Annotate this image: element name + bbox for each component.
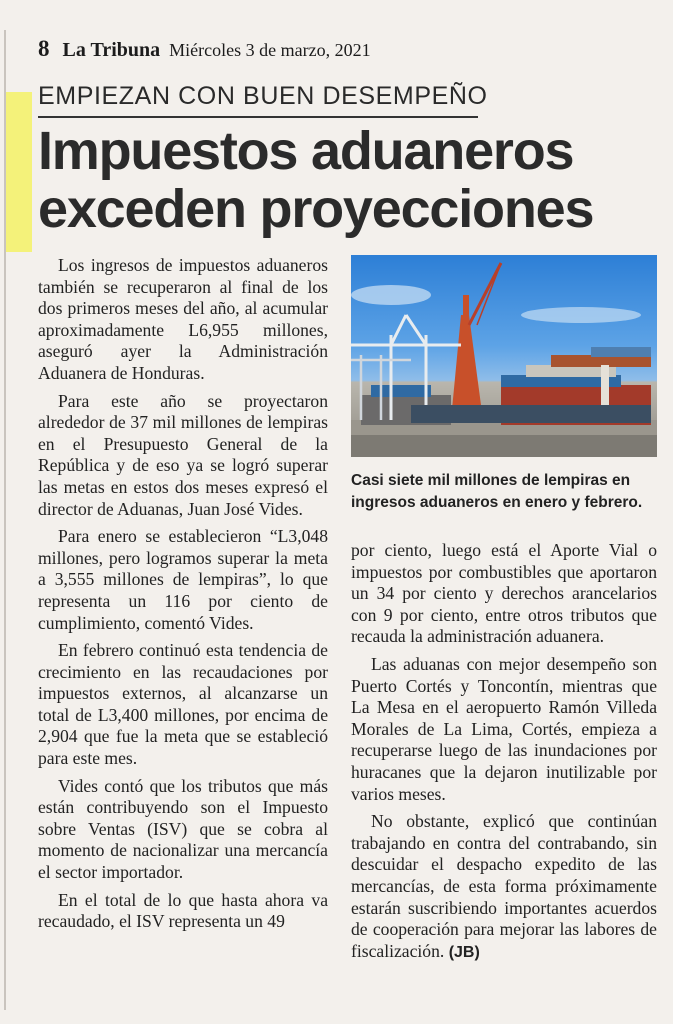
port-cranes-photo [351, 255, 657, 457]
article-column-right [351, 540, 657, 969]
paragraph [351, 811, 657, 963]
paragraph: por ciento, luego está el Aporte Vial o impuestos por combustibles que aportaron un 34 por ciento y derechos arancelarios con 9 por ciento, entre otros tributos que recauda la administración aduanera. [351, 540, 657, 647]
highlighter-mark [6, 92, 32, 252]
paragraph: En febrero continuó esta tendencia de crecimiento en las recaudaciones por impuestos externos, al alcanzarse un total de L3,400 millones, por encima de 2,904 que fue la meta que se estableció para este mes. [38, 640, 328, 769]
paragraph: Los ingresos de impuestos aduaneros también se recuperaron al final de los dos primeros meses del año, al acumular aproximadamente L6,955 millones, aseguró ayer la Administración Aduanera de Honduras. [38, 255, 328, 383]
paragraph: En el total de lo que hasta ahora va recaudado, el ISV representa un 49 [38, 889, 328, 932]
headline-line-1: Impuestos aduaneros [38, 121, 574, 181]
page-header [38, 36, 638, 62]
publication-date: Miércoles 3 de marzo, 2021 [169, 40, 371, 60]
kicker: EMPIEZAN CON BUEN DESEMPEÑO [38, 82, 478, 118]
article-column-left [38, 255, 328, 939]
photo-caption: Casi siete mil millones de lempiras en ingresos aduaneros en enero y febrero. [351, 472, 643, 511]
author-signature: (JB) [448, 943, 480, 961]
publication-name: La Tribuna [62, 39, 161, 61]
port-cranes-illustration [351, 255, 657, 457]
paragraph: Las aduanas con mejor desempeño son Puerto Cortés y Toncontín, mientras que La Mesa en el aeropuerto Ramón Villeda Morales de La Lima, Cortés, empieza a recuperarse luego de las inundaciones por huracanes que la dejaron inutilizable por varios meses. [351, 653, 657, 804]
headline [38, 122, 658, 238]
paragraph: Para este año se proyectaron alrededor de 37 mil millones de lempiras en el Presupuesto General de la República y de eso ya se logró superar las metas en estos dos meses expresó el director de Aduanas, Juan José Vides. [38, 390, 328, 519]
paragraph: Vides contó que los tributos que más están contribuyendo son el Impuesto sobre Ventas (ISV) que se cobra al momento de nacionalizar una mercancía el sector importador. [38, 775, 328, 883]
paragraph: Para enero se establecieron “L3,048 millones, pero logramos superar la meta a 3,555 millones de lempiras”, lo que representa un 116 por ciento de cumplimiento, comentó Vides. [38, 526, 328, 633]
paragraph-text: No obstante, explicó que continúan trabajando en contra del contrabando, sin descuidar el despacho expedito de las mercancías, de esta forma próximamente estarán suscribiendo importantes acuerdos de cooperación para mejorar las labores de fiscalización. [351, 811, 657, 961]
headline-line-2: exceden proyecciones [38, 179, 594, 239]
page-number: 8 [38, 36, 50, 61]
